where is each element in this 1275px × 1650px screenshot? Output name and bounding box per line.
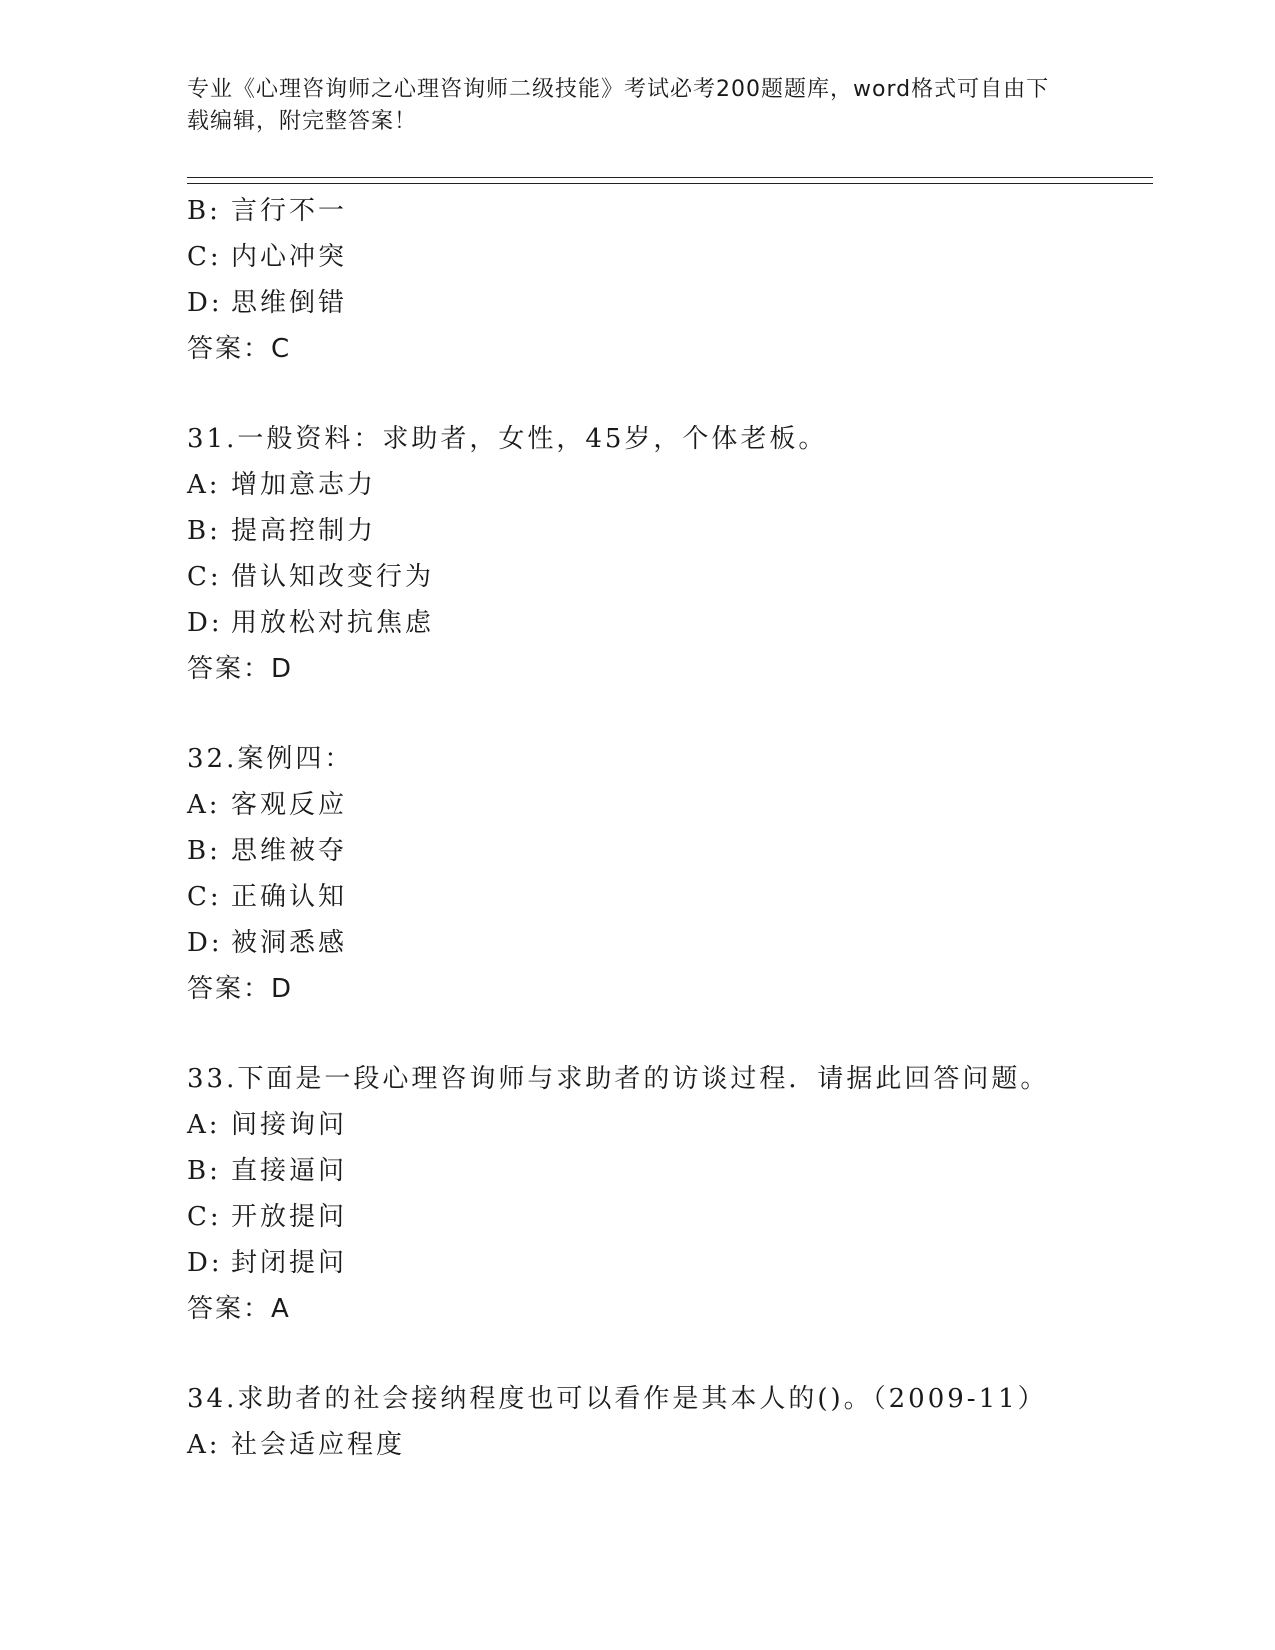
- option-d: [187, 1240, 1153, 1286]
- option-key: B:: [187, 196, 221, 226]
- option-text: 直接逼问: [231, 1156, 348, 1186]
- option-text: 内心冲突: [231, 242, 348, 272]
- answer-line: 答案：A: [187, 1294, 291, 1324]
- option-a: [187, 1422, 1153, 1468]
- option-key: B:: [187, 1156, 221, 1186]
- document-header: 专业《心理咨询师之心理咨询师二级技能》考试必考200题题库，word格式可自由下载编辑，附完整答案！: [187, 77, 1050, 134]
- option-text: 增加意志力: [231, 470, 377, 500]
- option-text: 思维被夺: [231, 836, 348, 866]
- option-text: 间接询问: [231, 1110, 348, 1140]
- question-stem: 34.求助者的社会接纳程度也可以看作是其本人的()。（2009-11）: [187, 1384, 1047, 1414]
- question-stem: 33.下面是一段心理咨询师与求助者的访谈过程．请据此回答问题。: [187, 1064, 1050, 1094]
- question-block-30: [187, 188, 1153, 372]
- option-c: [187, 874, 1153, 920]
- option-a: [187, 782, 1153, 828]
- option-key: D:: [187, 608, 223, 638]
- question-stem: 32.案例四：: [187, 744, 354, 774]
- option-key: A:: [187, 790, 221, 820]
- option-b: [187, 188, 1153, 234]
- option-key: A:: [187, 1430, 221, 1460]
- option-text: 借认知改变行为: [231, 562, 435, 592]
- option-text: 社会适应程度: [231, 1430, 406, 1460]
- option-key: D:: [187, 1248, 223, 1278]
- option-d: [187, 280, 1153, 326]
- option-text: 提高控制力: [231, 516, 377, 546]
- question-block-33: [187, 1056, 1153, 1332]
- answer-line: 答案：D: [187, 654, 294, 684]
- option-b: [187, 828, 1153, 874]
- option-key: B:: [187, 516, 221, 546]
- option-a: [187, 462, 1153, 508]
- option-key: D:: [187, 288, 223, 318]
- option-key: D:: [187, 928, 223, 958]
- option-text: 言行不一: [231, 196, 348, 226]
- option-key: B:: [187, 836, 221, 866]
- option-a: [187, 1102, 1153, 1148]
- option-key: C:: [187, 562, 222, 592]
- answer-line: 答案：C: [187, 334, 292, 364]
- header-rule-top: [187, 177, 1153, 178]
- option-d: [187, 920, 1153, 966]
- option-key: C:: [187, 882, 222, 912]
- question-block-32: [187, 736, 1153, 1012]
- question-block-34: [187, 1376, 1153, 1468]
- option-text: 思维倒错: [231, 288, 348, 318]
- option-key: C:: [187, 242, 222, 272]
- option-c: [187, 554, 1153, 600]
- option-text: 封闭提问: [231, 1248, 348, 1278]
- option-text: 正确认知: [231, 882, 348, 912]
- question-block-31: [187, 416, 1153, 692]
- option-text: 被洞悉感: [231, 928, 348, 958]
- option-text: 开放提问: [231, 1202, 348, 1232]
- answer-line: 答案：D: [187, 974, 294, 1004]
- option-key: A:: [187, 470, 221, 500]
- option-text: 用放松对抗焦虑: [231, 608, 435, 638]
- option-b: [187, 508, 1153, 554]
- option-c: [187, 234, 1153, 280]
- header-rule-bottom: [187, 183, 1153, 184]
- option-b: [187, 1148, 1153, 1194]
- option-key: A:: [187, 1110, 221, 1140]
- question-list: [187, 188, 1153, 1468]
- option-text: 客观反应: [231, 790, 348, 820]
- option-d: [187, 600, 1153, 646]
- question-stem: 31.一般资料：求助者，女性，45岁，个体老板。: [187, 424, 828, 454]
- option-c: [187, 1194, 1153, 1240]
- option-key: C:: [187, 1202, 222, 1232]
